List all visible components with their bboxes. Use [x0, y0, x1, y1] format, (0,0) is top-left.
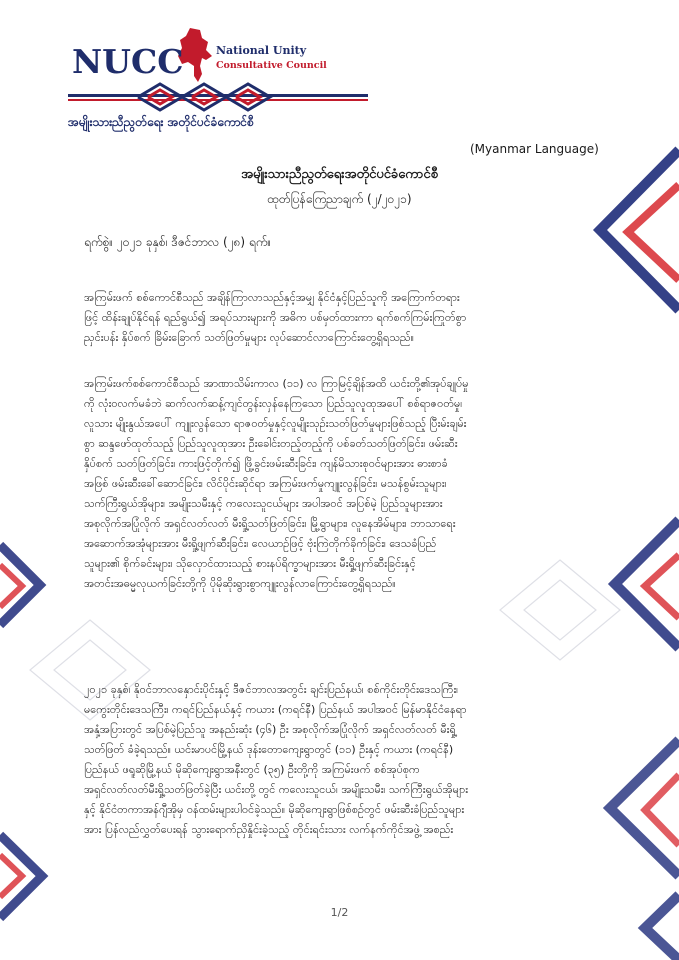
nucc-logo — [68, 18, 388, 133]
text-line: သက်ကြီးရွယ်အိုများ၊ အမျိုးသမီးနှင့် ကလေးသူငယ်များ အပါအဝင် အပြစ်မဲ့ ပြည်သူများအား — [84, 497, 443, 510]
text-line: အနှံ့အပြားတွင် အပြစ်မဲ့ပြည်သူ အနည်းဆုံး (၄၆) ဦး အစုလိုက်အပြုံလိုက် အရှင်လတ်လတ် မီးရှို့ — [84, 723, 456, 736]
text-line: သူများ၏ စိုက်ခင်းများ၊ သိုလှောင်ထားသည့် စားနပ်ရိက္ခာများအား မီးရှို့ဖျက်ဆီးခြင်းနှင့် — [84, 557, 416, 570]
text-line: လူသား မျိုးနွယ်အပေါ် ကျူးလွန်သော ရာဇဝတ်မှုနှင့်လူမျိုးသုဉ်းသတ်ဖြတ်မှုများဖြစ်သည့် ပြီးမ်းချမ်း — [84, 417, 467, 430]
text-line: အကြမ်းဖက်စစ်ကောင်စီသည် အာဏာသိမ်းကာလ (၁၁) လ ကြာမြင့်ချိန်အထိ ယင်းတို့၏အုပ်ချုပ်မှု — [84, 377, 469, 390]
text-line: အတင်းအဓမ္မလုယက်ခြင်းတို့ကို ပိုမိုဆိုးရွားစွာကျူးလွန်လာကြောင်းတွေ့ရှိရသည်။ — [84, 577, 396, 590]
logo-acronym: NUCC — [72, 42, 184, 81]
text-line: အရှင်လတ်လတ်မီးရှို့သတ်ဖြတ်ခဲ့ပြီး ယင်းတို့ တွင် ကလေးသူငယ်၊ အမျိုးသမီး၊ သက်ကြီးရွယ်အိုများ — [84, 783, 468, 796]
logo-burmese-name: အမျိုးသားညီညွတ်ရေး အတိုင်ပင်ခံကောင်စီ — [68, 115, 254, 129]
text-line: အကြမ်းဖက် စစ်ကောင်စီသည် အချိန်ကြာလာသည်နှင့်အမျှ နိုင်ငံနှင့်ပြည်သူကို အကြောက်တရား — [84, 291, 460, 304]
text-line: သတ်ဖြတ် ခံခဲ့ရသည်။ ယင်းမာပင်မြို့နယ် ဒုန်းတောကျေးရွာတွင် (၁၁) ဦးနှင့် ကယား (ကရင်နီ) — [84, 743, 454, 756]
text-line: ညှင်းပန်း နှိပ်စက် ခြိမ်းခြောက် သတ်ဖြတ်မှုများ လုပ်ဆောင်လာကြောင်းတွေ့ရှိရသည်။ — [84, 331, 414, 344]
language-note: (Myanmar Language) — [470, 142, 599, 156]
text-line: ၂၀၂၁ ခုနှစ်၊ နိုဝင်ဘာလနှောင်းပိုင်းနှင့် ဒီဇင်ဘာလအတွင်း ချင်းပြည်နယ်၊ စစ်ကိုင်းတိုင်းဒေသကြီး၊ — [84, 683, 458, 696]
text-line: အစုလိုက်အပြုံလိုက် အရှင်လတ်လတ် မီးရှို့သတ်ဖြတ်ခြင်း၊ မြို့ရွာများ၊ လူနေအိမ်များ၊ ဘာသာရေး — [84, 517, 456, 530]
logo-name-line2: Consultative Council — [216, 60, 327, 71]
text-line: ပြည်နယ် ဖရူဆိုမြို့နယ် မိုဆိုကျေးရွာအနီးတွင် (၃၅) ဦးတို့ကို အကြမ်းဖက် စစ်အုပ်စုက — [84, 763, 420, 776]
text-line: နှင့် နိုင်ငံတကာအန်ဂျီအိုမှ ဝန်ထမ်းများပါဝင်ခဲ့သည်။ မိုဆိုကျေးရွာဖြစ်စဉ်တွင် ဖမ်းဆီးခံပြည်သူများ — [84, 803, 465, 816]
text-line: နှိပ်စက် သတ်ဖြတ်ခြင်း၊ ကားဖြင့်တိုက်၍ ဖြို့ခွင်းဖမ်းဆီးခြင်း၊ ကျန်မိသားစုဝင်များအား ဓားစာခံ — [84, 457, 448, 470]
paragraph-3 — [84, 680, 604, 840]
paragraph-2 — [84, 374, 604, 594]
text-line: မကွေးတိုင်းဒေသကြီး၊ ကရင်ပြည်နယ်နှင့် ကယား (ကရင်နီ) ပြည်နယ် အပါအဝင် မြန်မာနိုင်ငံနေရာ — [84, 703, 467, 716]
page-number: 1/2 — [330, 906, 349, 919]
paragraph-1 — [84, 288, 604, 348]
text-line: အား ပြန်လည်လွှတ်ပေးရန် သွားရောက်ညှိနှိုင်းခဲ့သည့် တိုင်းရင်းသား လက်နက်ကိုင်အဖွဲ့ အစည်း — [84, 823, 454, 836]
logo-name-line1: National Unity — [216, 44, 307, 57]
document-subtitle: ထုတ်ပြန်ကြေညာချက် (၂/၂၀၂၁) — [267, 192, 412, 206]
text-line: ကို လုံးဝလက်မခံဘဲ ဆက်လက်ဆန့်ကျင်တွန်းလှန်နေကြသော ပြည်သူလူထုအပေါ် စစ်ရာဇဝတ်မှု၊ — [84, 397, 463, 410]
text-line: အဆောက်အအုံများအား မီးရှို့ဖျက်ဆီးခြင်း၊ လေယာဉ်ဖြင့် ဗုံးကြဲတိုက်ခိုက်ခြင်း၊ ဒေသခံပြည် — [84, 537, 437, 550]
text-line: စွာ ဆန္ဒဖော်ထုတ်သည့် ပြည်သူလူထုအား ဦးခေါင်းတည့်တည့်ကို ပစ်ခတ်သတ်ဖြတ်ခြင်း၊ ဖမ်းဆီး — [84, 437, 458, 450]
dateline: ရက်စွဲ။ ၂၀၂၁ ခုနှစ်၊ ဒီဇင်ဘာလ (၂၈) ရက်။ — [84, 235, 272, 249]
logo-pattern-band — [68, 82, 368, 112]
text-line: ဖြင့် ထိန်းချုပ်နိုင်ရန် ရည်ရွယ်၍ အရပ်သားများကို အဓိက ပစ်မှတ်ထားကာ ရက်စက်ကြမ်းကြုတ်စွာ — [84, 311, 467, 324]
text-line: အဖြစ် ဖမ်းဆီးခေါ်ဆောင်ခြင်း၊ လိင်ပိုင်းဆိုင်ရာ အကြမ်းဖက်မှုကျူးလွန်ခြင်း၊ မသန်စွမ်းသူများ၊ — [84, 477, 447, 490]
document-title: အမျိုးသားညီညွတ်ရေးအတိုင်ပင်ခံကောင်စီ — [241, 167, 438, 182]
